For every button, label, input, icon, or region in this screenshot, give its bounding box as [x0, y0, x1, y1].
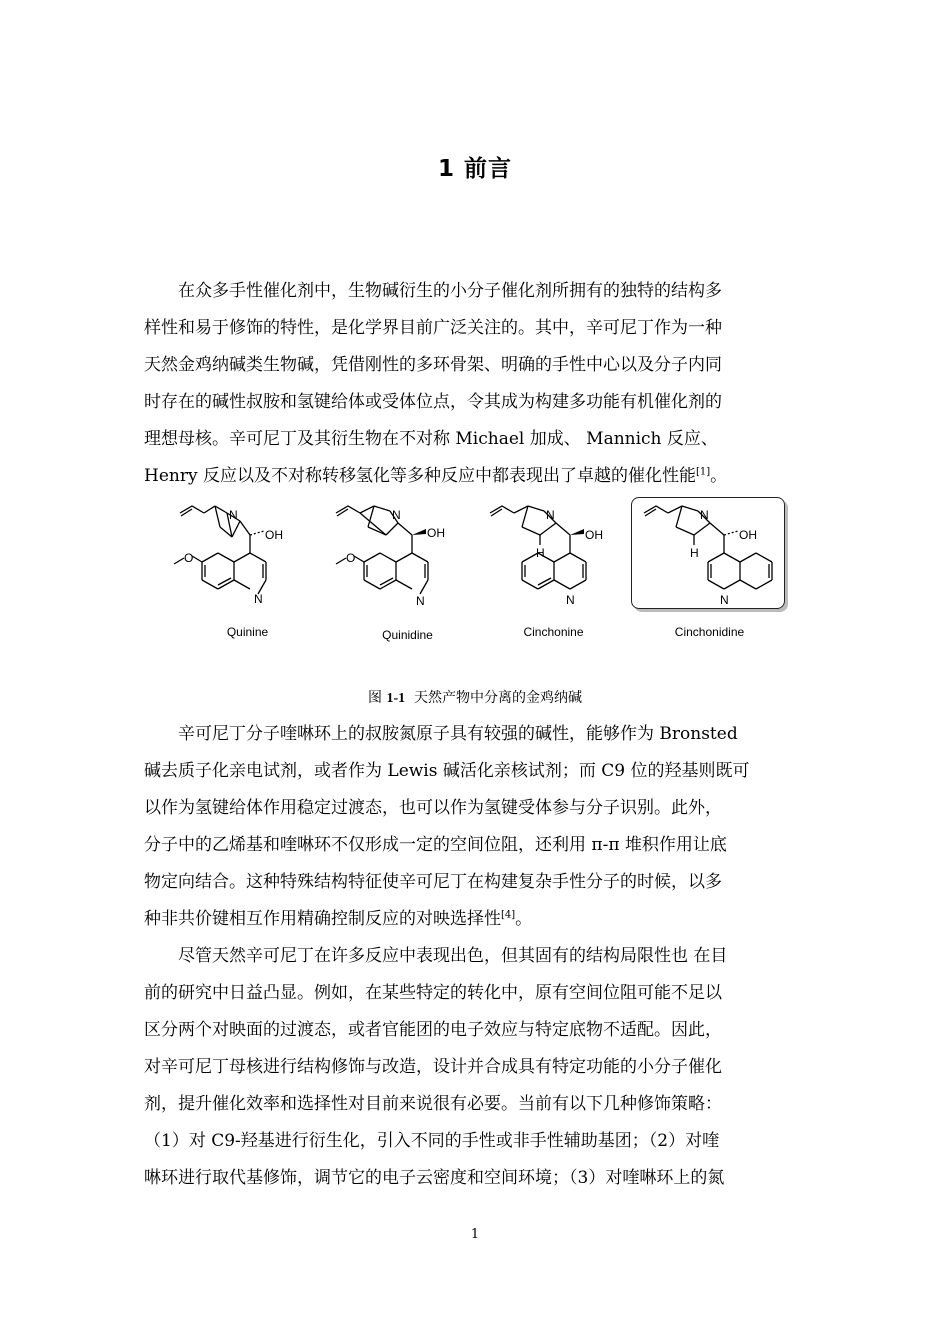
paragraph-intro	[144, 273, 808, 495]
molecule-label: Quinidine	[382, 628, 433, 642]
citation[interactable]: [4]	[501, 909, 516, 921]
svg-text:N: N	[566, 593, 575, 607]
paragraph-line: Henry 反应以及不对称转移氢化等多种反应中都表现出了卓越的催化性能	[144, 466, 696, 486]
svg-text:OH: OH	[739, 528, 757, 542]
figure-caption	[0, 687, 950, 707]
paragraph-structure	[144, 716, 808, 938]
svg-text:N: N	[546, 508, 555, 522]
svg-text:H: H	[536, 546, 545, 560]
paragraph-line: 样性和易于修饰的特性，是化学界目前广泛关注的。其中，辛可尼丁作为一种	[144, 318, 722, 338]
paragraph-modification	[144, 938, 808, 1197]
quinine-structure-icon	[170, 497, 325, 622]
molecule-quinidine	[330, 497, 485, 647]
paragraph-line: 天然金鸡纳碱类生物碱，凭借刚性的多环骨架、明确的手性中心以及分子内同	[144, 355, 722, 375]
paragraph-line: 区分两个对映面的过渡态，或者官能团的电子效应与特定底物不适配。因此，	[144, 1020, 722, 1040]
paragraph-line: 尽管天然辛可尼丁在许多反应中表现出色，但其固有的结构局限性也 在目	[178, 946, 728, 966]
paragraph-line: 分子中的乙烯基和喹啉环不仅形成一定的空间位阻，还利用 π-π 堆积作用让底	[144, 835, 727, 855]
molecule-label: Quinine	[226, 625, 269, 639]
molecule-quinine	[170, 497, 325, 647]
paragraph-line: 碱去质子化亲电试剂，或者作为 Lewis 碱活化亲核试剂；而 C9 位的羟基则既可	[144, 761, 750, 781]
paragraph-line: 剂，提升催化效率和选择性对目前来说很有必要。当前有以下几种修饰策略：	[144, 1094, 722, 1114]
paragraph-line: 啉环进行取代基修饰，调节它的电子云密度和空间环境；（3）对喹啉环上的氮	[144, 1168, 725, 1188]
svg-text:N: N	[254, 592, 263, 606]
svg-text:N: N	[392, 508, 401, 522]
highlight-frame	[631, 497, 785, 609]
paragraph-line: 物定向结合。这种特殊结构特征使辛可尼丁在构建复杂手性分子的时候，以多	[144, 872, 722, 892]
paragraph-line: （1）对 C9-羟基进行衍生化，引入不同的手性或非手性辅助基团；（2）对喹	[144, 1131, 720, 1151]
caption-number: 1-1	[386, 691, 406, 706]
svg-text:OH: OH	[427, 526, 445, 540]
paragraph-line: 前的研究中日益凸显。例如，在某些特定的转化中，原有空间位阻可能不足以	[144, 983, 722, 1003]
sentence-end: 。	[710, 466, 728, 486]
cinchonine-structure-icon	[486, 497, 641, 622]
svg-text:OH: OH	[585, 528, 603, 542]
molecule-label: Cinchonidine	[674, 625, 745, 639]
paragraph-line: 时存在的碱性叔胺和氢键给体或受体位点，令其成为构建多功能有机催化剂的	[144, 392, 722, 412]
paragraph-line: 辛可尼丁分子喹啉环上的叔胺氮原子具有较强的碱性，能够作为 Bronsted	[178, 724, 738, 744]
svg-text:N: N	[416, 594, 425, 608]
paragraph-last-line	[144, 458, 808, 495]
page-number: 1	[470, 1227, 480, 1242]
molecule-label: Cinchonine	[523, 625, 584, 639]
svg-text:O: O	[346, 551, 356, 565]
paragraph-line: 种非共价键相互作用精确控制反应的对映选择性	[144, 909, 501, 929]
svg-text:N: N	[700, 508, 709, 522]
svg-text:O: O	[184, 551, 194, 565]
paragraph-last-line	[144, 901, 808, 938]
svg-text:N: N	[720, 593, 729, 607]
caption-text: 天然产物中分离的金鸡纳碱	[414, 690, 583, 706]
paragraph-line: 以作为氢键给体作用稳定过渡态，也可以作为氢键受体参与分子识别。此外，	[144, 798, 722, 818]
paragraph-line: 对辛可尼丁母核进行结构修饰与改造，设计并合成具有特定功能的小分子催化	[144, 1057, 722, 1077]
molecule-cinchonine	[486, 497, 641, 647]
paragraph-line: 理想母核。辛可尼丁及其衍生物在不对称 Michael 加成、 Mannich 反应、	[144, 429, 718, 449]
caption-prefix: 图	[367, 690, 382, 706]
quinidine-structure-icon	[330, 497, 485, 622]
svg-text:OH: OH	[265, 528, 283, 542]
citation[interactable]: [1]	[695, 466, 711, 478]
svg-text:H: H	[690, 546, 699, 560]
paragraph-line: 在众多手性催化剂中，生物碱衍生的小分子催化剂所拥有的独特的结构多	[178, 281, 722, 301]
svg-text:N: N	[229, 508, 238, 522]
chapter-title: 1 前言	[437, 156, 512, 182]
sentence-end: 。	[515, 909, 533, 929]
